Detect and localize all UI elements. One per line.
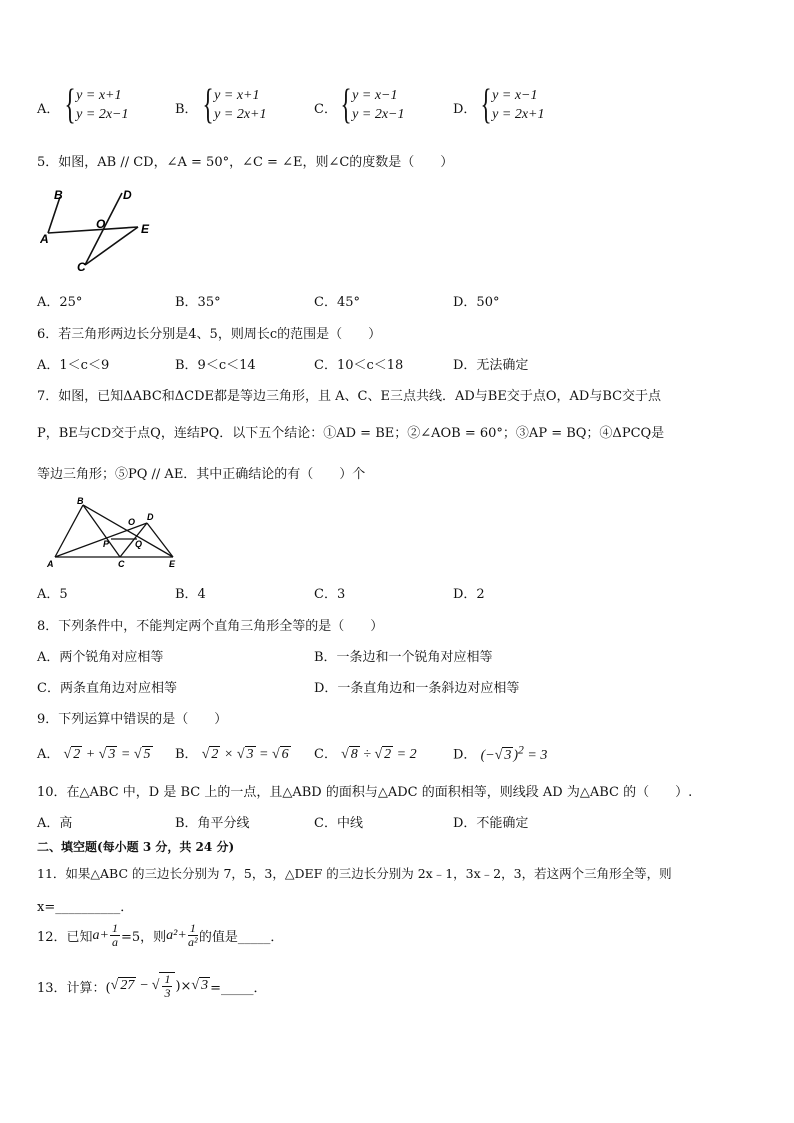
q4-option-c-letter: C． [314, 102, 337, 117]
brace-icon: { [64, 82, 76, 128]
q5-label-b: B [54, 188, 63, 202]
q6-option-a: A．1＜c＜9 [37, 358, 110, 373]
q12-frac2: $\frac{1}{\text{a²}}$ [188, 921, 198, 950]
q12-pre: 12．已知 [37, 930, 93, 946]
q9-option-c-expr: √ 8 ÷ √ 2 = 2 [341, 747, 417, 762]
brace-icon: { [340, 82, 352, 128]
q13-mid: )× [175, 978, 192, 994]
q8-option-c: C．两条直角边对应相等 [37, 681, 177, 696]
q9-option-a-letter: A． [37, 747, 60, 762]
q13-pre: 13．计算：( [37, 980, 111, 996]
q7-option-a: A．5 [37, 587, 68, 602]
q9-option-a-expr: √ 2 + √ 3 = √ 5 [63, 747, 151, 762]
q7-option-c: C．3 [314, 587, 346, 602]
q9-option-d-expr: (−√ 3 )$^2$ = 3 [480, 743, 548, 763]
q9-option-b-letter: B． [175, 747, 198, 762]
q7-line3: 等边三角形；⑤PQ // AE．其中正确结论的有（ ）个 [37, 467, 366, 482]
q12 [37, 922, 283, 949]
q4-option-d-eq1: y = x−1 [492, 87, 538, 103]
q7-label-d: D [147, 512, 154, 522]
q12-frac1: $\frac{1}{a}$ [112, 921, 118, 950]
q7-label-c: C [118, 559, 125, 569]
q12-a: a+ [92, 927, 109, 943]
q7-label-b: B [77, 496, 84, 506]
q5-label-c: C [77, 260, 86, 274]
q4-option-c-system [336, 84, 405, 126]
q5-option-a: A．25° [37, 295, 83, 310]
q5-stem: 5．如图，AB // CD，∠A = 50°，∠C = ∠E，则∠C的度数是（ ） [37, 155, 454, 170]
q5-label-o: O [96, 217, 106, 231]
q8-option-b: B．一条边和一个锐角对应相等 [314, 650, 493, 665]
q6-stem: 6．若三角形两边长分别是4、5，则周长c的范围是（ ） [37, 327, 382, 342]
q7-label-a: A [47, 559, 54, 569]
q9-option-b-expr: √ 2 × √ 3 = √ 6 [201, 747, 289, 762]
q5-figure [40, 185, 160, 275]
q7-option-d: D．2 [453, 587, 485, 602]
q4-option-b-eq1: y = x+1 [214, 87, 260, 103]
q4-option-b-system [198, 84, 267, 126]
q7-figure [45, 495, 180, 570]
q4-option-a-system [60, 84, 129, 126]
q13-sqrt3: √ 3 [191, 978, 209, 994]
q9-option-c-letter: C． [314, 747, 337, 762]
q4-option-c-eq1: y = x−1 [352, 87, 398, 103]
brace-icon: { [202, 82, 214, 128]
q4-option-c-eq2: y = 2x−1 [352, 106, 405, 122]
q10-option-a: A．高 [37, 816, 73, 831]
q7-line1: 7．如图，已知ΔABC和ΔCDE都是等边三角形，且 A、C、E三点共线．AD与BE交于点O，AD与BC交于点 [37, 389, 662, 404]
q4-option-a-eq1: y = x+1 [76, 87, 122, 103]
q13-sqrt-frac: √ $\frac{1}{3}$ [152, 972, 176, 1000]
q8-stem: 8．下列条件中，不能判定两个直角三角形全等的是（ ） [37, 619, 384, 634]
q9-stem: 9．下列运算中错误的是（ ） [37, 712, 228, 727]
q5-label-e: E [141, 222, 150, 236]
q9-option-a [37, 743, 153, 763]
q7-option-b: B．4 [175, 587, 206, 602]
q9-option-c [314, 743, 417, 763]
q6-option-d: D．无法确定 [453, 358, 529, 373]
q10-stem: 10．在△ABC 中，D 是 BC 上的一点，且△ABD 的面积与△ADC 的面积相等，则线段 AD 为△ABC 的（ ）. [37, 785, 693, 800]
q5-option-c: C．45° [314, 295, 360, 310]
q10-option-b: B．角平分线 [175, 816, 250, 831]
q4-option-a-eq2: y = 2x−1 [76, 106, 129, 122]
q4-option-d-system [476, 84, 545, 126]
section-title: 二、填空题(每小题 3 分，共 24 分) [37, 840, 235, 854]
q9-option-d [453, 743, 547, 764]
q5-label-d: D [123, 188, 132, 202]
q9-option-d-letter: D． [453, 747, 477, 763]
q7-label-q: Q [135, 539, 143, 549]
q10-option-c: C．中线 [314, 816, 363, 831]
q13-minus: − [139, 978, 149, 994]
q7-label-e: E [169, 559, 176, 569]
q11-line1: 11．如果△ABC 的三边长分别为 7，5，3，△DEF 的三边长分别为 2x﹣1，3x﹣2，3，若这两个三角形全等，则 [37, 866, 672, 881]
q13-sqrt27: √ 27 [110, 978, 135, 994]
q12-post: 的值是_____． [198, 930, 284, 946]
q4-option-d-eq2: y = 2x+1 [492, 106, 545, 122]
q4-option-d-letter: D． [453, 102, 477, 117]
q8-option-d: D．一条直角边和一条斜边对应相等 [314, 681, 520, 696]
q9-option-b [175, 743, 291, 763]
q7-line2: P，BE与CD交于点Q，连结PQ．以下五个结论：①AD = BE；②∠AOB = 60°；③AP = BQ；④ΔPCQ是 [37, 426, 665, 441]
q8-option-a: A．两个锐角对应相等 [37, 650, 164, 665]
q6-option-c: C．10＜c＜18 [314, 358, 404, 373]
q12-mid: =5，则 [121, 930, 167, 946]
q7-label-o: O [128, 517, 136, 527]
q11-line2: x=__________． [37, 900, 134, 915]
q5-option-d: D．50° [453, 295, 500, 310]
q13-post: =_____． [210, 980, 267, 996]
q12-a2: a²+ [166, 927, 187, 943]
q10-option-d: D．不能确定 [453, 816, 529, 831]
q7-label-p: P [103, 539, 110, 549]
q4-option-b-letter: B． [175, 102, 198, 117]
brace-icon: { [480, 82, 492, 128]
q5-label-a: A [40, 232, 49, 246]
q6-option-b: B．9＜c＜14 [175, 358, 256, 373]
q4-option-a-letter: A． [37, 102, 60, 117]
q13 [37, 972, 267, 1000]
q4-option-b-eq2: y = 2x+1 [214, 106, 267, 122]
q5-option-b: B．35° [175, 295, 221, 310]
